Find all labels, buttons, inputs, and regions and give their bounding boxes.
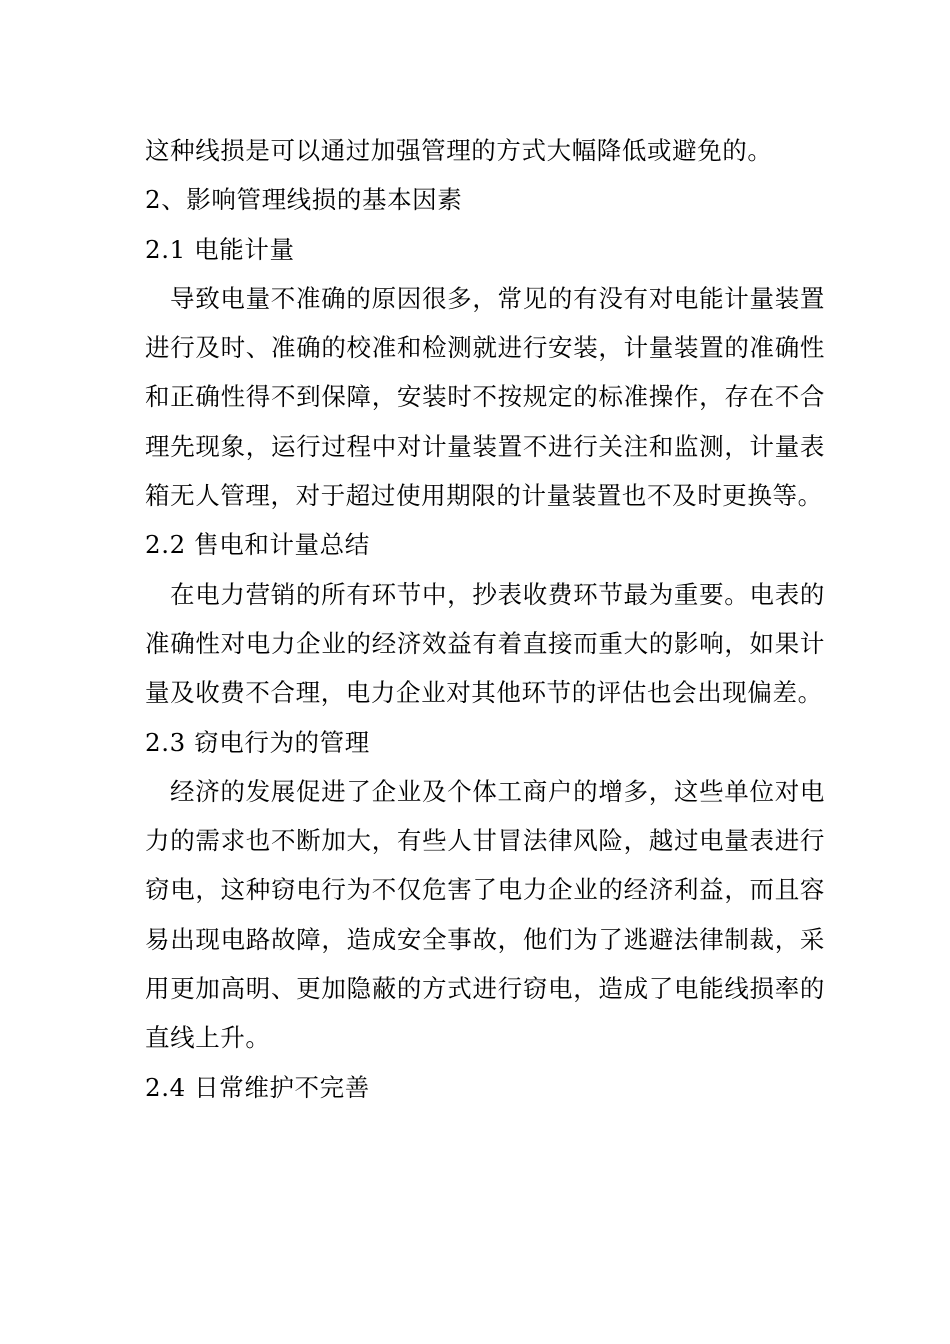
paragraph-energy-metering: 导致电量不准确的原因很多，常见的有没有对电能计量装置进行及时、准确的校准和检测就进行安装，计量装置的准确性和正确性得不到保障，安装时不按规定的标准操作，存在不合理先现象，运行过程中对计量装置不进行关注和监测，计量表箱无人管理，对于超过使用期限的计量装置也不及时更换等。 [145, 283, 825, 511]
section-heading: 2、影响管理线损的基本因素 [145, 185, 463, 215]
document-body [145, 126, 825, 1112]
paragraph-sales-metering: 在电力营销的所有环节中，抄表收费环节最为重要。电表的准确性对电力企业的经济效益有着直接而重大的影响，如果计量及收费不合理，电力企业对其他环节的评估也会出现偏差。 [145, 579, 825, 708]
subsection-heading: 2.1 电能计量 [145, 234, 295, 264]
subsection-heading: 2.2 售电和计量总结 [145, 530, 370, 560]
subsection-heading: 2.4 日常维护不完善 [145, 1072, 370, 1102]
paragraph-continuation: 这种线损是可以通过加强管理的方式大幅降低或避免的。 [145, 136, 773, 165]
subsection-heading: 2.3 窃电行为的管理 [145, 727, 370, 757]
paragraph-electricity-theft: 经济的发展促进了企业及个体工商户的增多，这些单位对电力的需求也不断加大，有些人甘冒法律风险，越过电量表进行窃电，这种窃电行为不仅危害了电力企业的经济利益，而且容易出现电路故障，造成安全事故，他们为了逃避法律制裁，采用更加高明、更加隐蔽的方式进行窃电，造成了电能线损率的直线上升。 [145, 776, 825, 1053]
